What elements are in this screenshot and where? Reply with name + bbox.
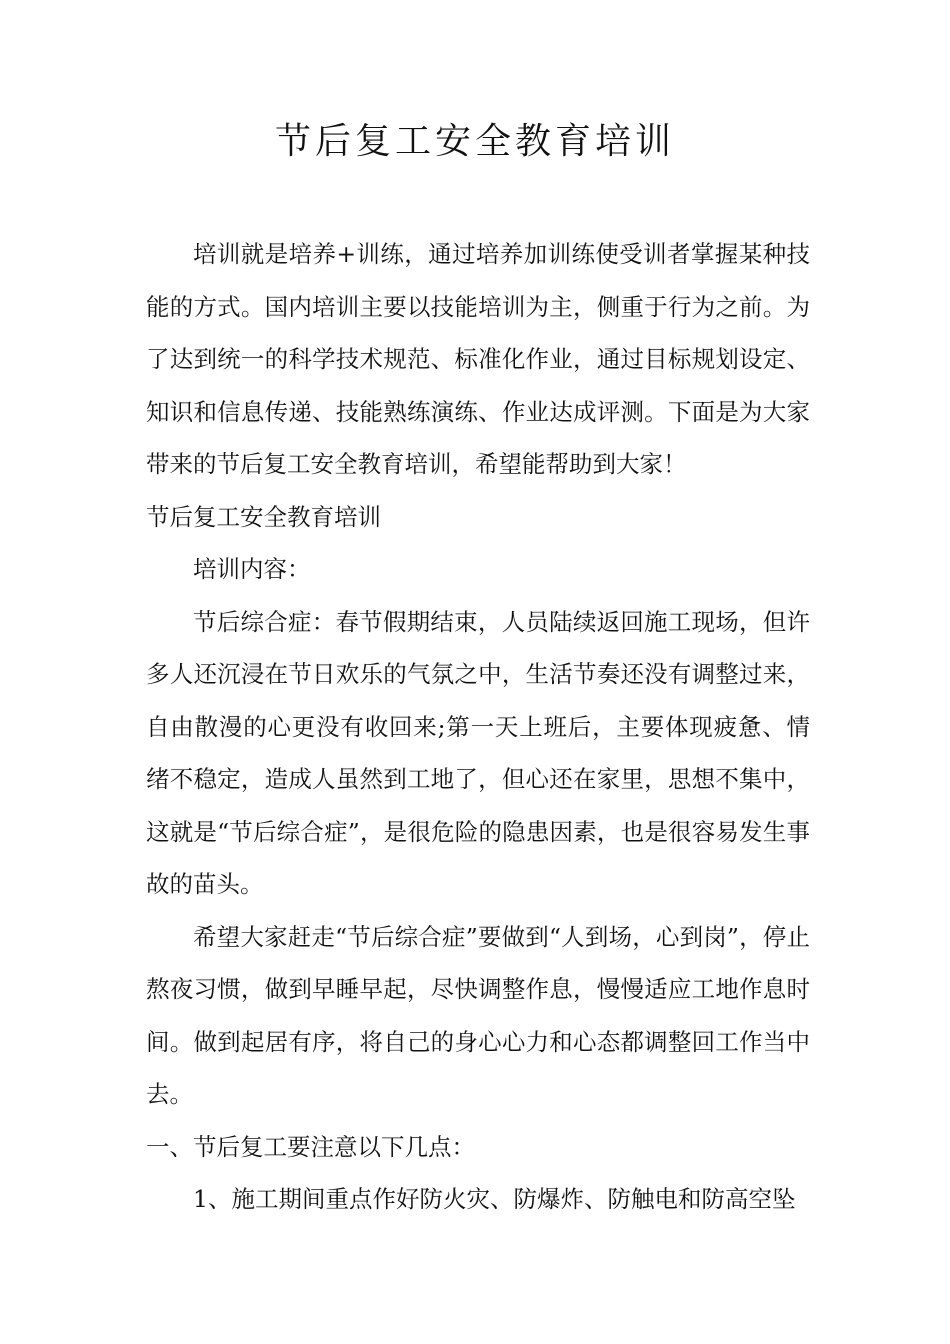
advice-paragraph: 希望大家赶走“节后综合症”要做到“人到场，心到岗”，停止熬夜习惯，做到早睡早起，尽快调整作息，慢慢适应工地作息时间。做到起居有序，将自己的身心心力和心态都调整回工作当中去。 — [146, 922, 810, 1108]
intro-paragraph: 培训就是培养+训练，通过培养加训练使受训者掌握某种技能的方式。国内培训主要以技能培训为主，侧重于行为之前。为了达到统一的科学技术规范、标准化作业，通过目标规划设定、知识和信息传递、技能熟练演练、作业达成评测。下面是为大家带来的节后复工安全教育培训，希望能帮助到大家！ — [146, 240, 810, 478]
points-heading: 一、节后复工要注意以下几点： — [146, 1132, 475, 1161]
training-content-label: 培训内容： — [193, 555, 311, 583]
holiday-syndrome-paragraph: 节后综合症：春节假期结束，人员陆续返回施工现场，但许多人还沉浸在节日欢乐的气氛之中，生活节奏还没有调整过来，自由散漫的心更没有收回来;第一天上班后，主要体现疲惫、情绪不稳定，造成人虽然到工地了，但心还在家里，思想不集中，这就是“节后综合症”，是很危险的隐患因素，也是很容易发生事故的苗头。 — [146, 607, 810, 898]
point-1-paragraph: 1、施工期间重点作好防火灾、防爆炸、防触电和防高空坠 — [193, 1185, 796, 1213]
section-heading: 节后复工安全教育培训 — [146, 502, 381, 531]
document-body — [146, 228, 810, 1226]
document-title: 节后复工安全教育培训 — [274, 121, 675, 162]
